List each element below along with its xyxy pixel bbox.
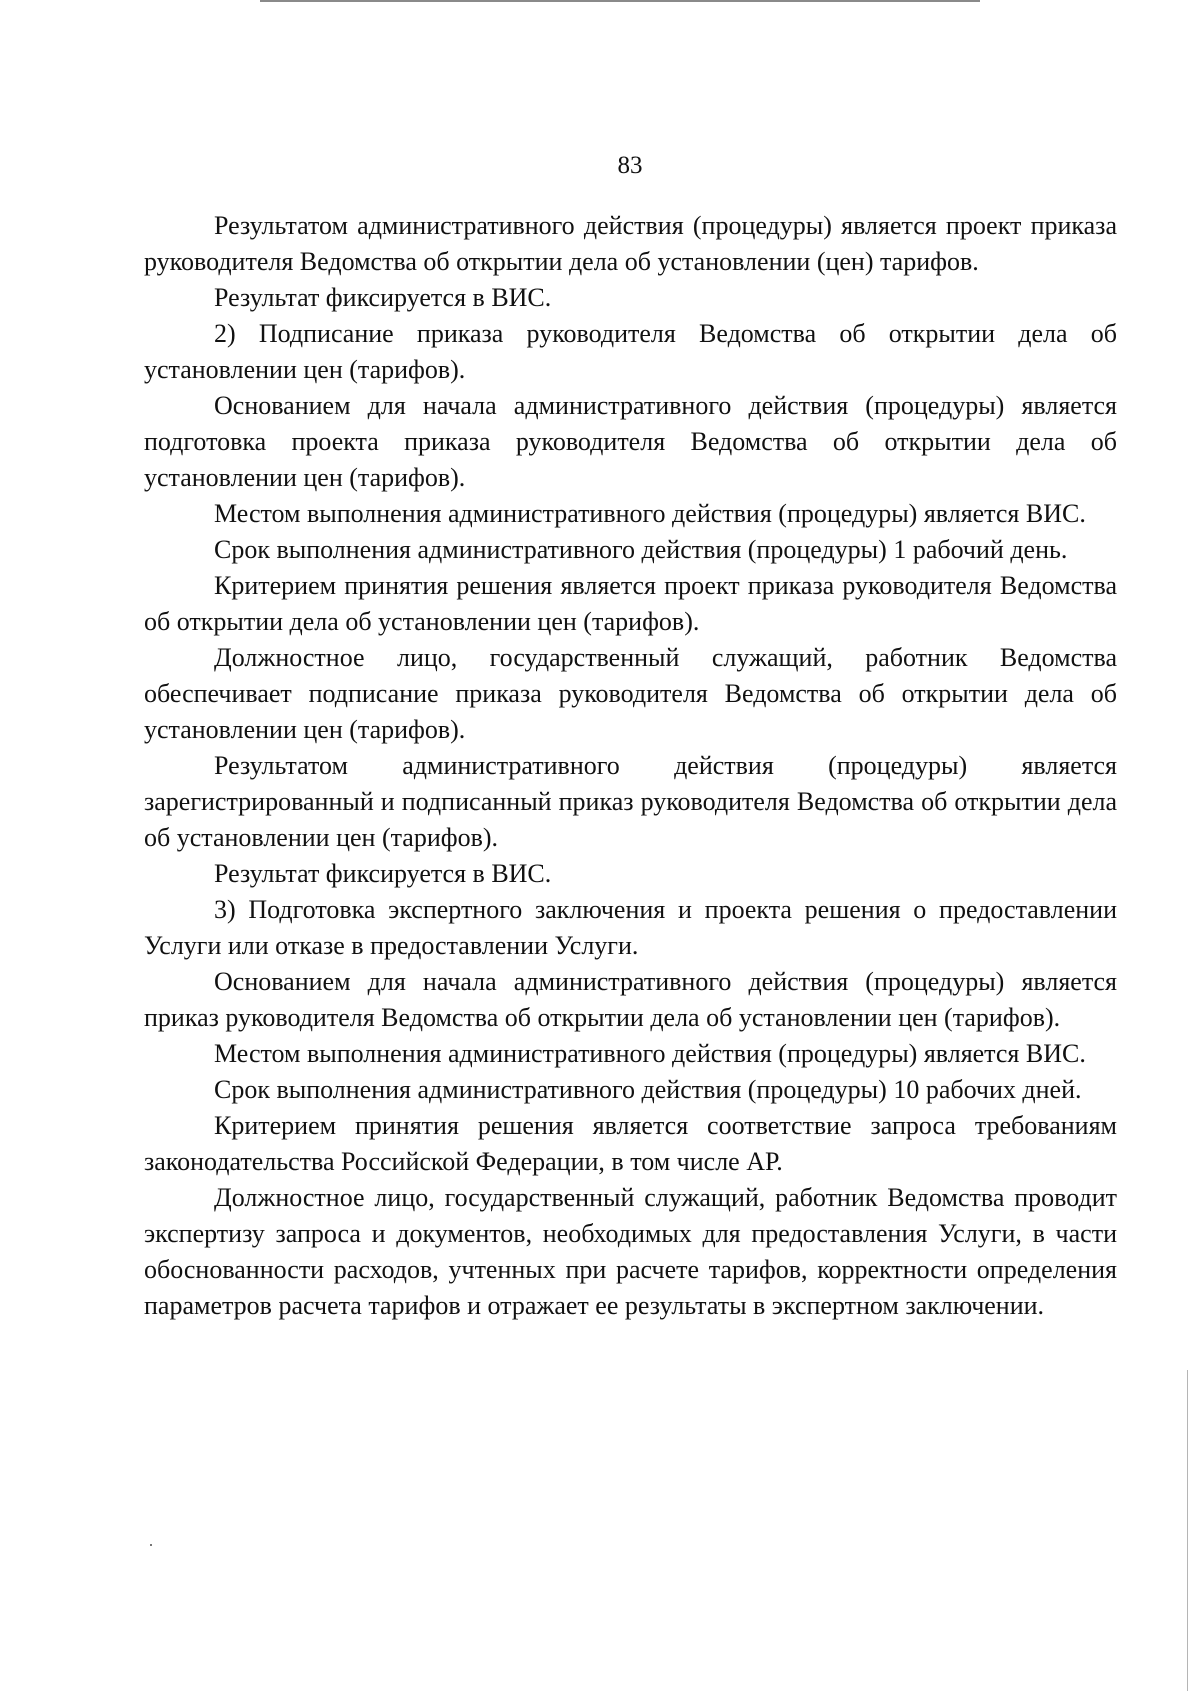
paragraph: Основанием для начала административного действия (процедуры) является приказ руководителя Ведомства об открытии дела об установлении цен (тарифов).: [144, 967, 1117, 1032]
paragraph: Должностное лицо, государственный служащий, работник Ведомства обеспечивает подписание приказа руководителя Ведомства об открытии дела об установлении цен (тарифов).: [144, 643, 1117, 744]
paragraph: Должностное лицо, государственный служащий, работник Ведомства проводит экспертизу запроса и документов, необходимых для предоставления Услуги, в части обоснованности расходов, учтенных при расчете тарифов, корректности определения параметров расчета тарифов и отражает ее результаты в экспертном заключении.: [144, 1183, 1117, 1320]
paragraph: 2) Подписание приказа руководителя Ведомства об открытии дела об установлении цен (тарифов).: [144, 319, 1117, 384]
page-number: 83: [617, 152, 643, 179]
paragraph: Результатом административного действия (процедуры) является проект приказа руководителя Ведомства об открытии дела об установлении (цен) тарифов.: [144, 211, 1117, 276]
paragraph: Местом выполнения административного действия (процедуры) является ВИС.: [214, 499, 1086, 528]
paragraph: Результатом административного действия (процедуры) является зарегистрированный и подписанный приказ руководителя Ведомства об открытии дела об установлении цен (тарифов).: [144, 751, 1117, 852]
paragraph: Местом выполнения административного действия (процедуры) является ВИС.: [214, 1039, 1086, 1068]
paragraph: 3) Подготовка экспертного заключения и проекта решения о предоставлении Услуги или отказе в предоставлении Услуги.: [144, 895, 1117, 960]
paragraph: Критерием принятия решения является соответствие запроса требованиям законодательства Российской Федерации, в том числе АР.: [144, 1111, 1117, 1176]
paragraph: Результат фиксируется в ВИС.: [214, 859, 552, 888]
paragraph: Критерием принятия решения является проект приказа руководителя Ведомства об открытии дела об установлении цен (тарифов).: [144, 571, 1117, 636]
scan-right-edge: [1187, 1370, 1188, 1691]
paragraph: Результат фиксируется в ВИС.: [214, 283, 552, 312]
paragraph: Основанием для начала административного действия (процедуры) является подготовка проекта приказа руководителя Ведомства об открытии дела об установлении цен (тарифов).: [144, 391, 1117, 492]
paragraph: Срок выполнения административного действия (процедуры) 1 рабочий день.: [214, 535, 1068, 564]
document-body: [144, 208, 1117, 1324]
scan-top-edge: [260, 0, 980, 2]
scan-speck: [150, 1544, 152, 1546]
paragraph: Срок выполнения административного действия (процедуры) 10 рабочих дней.: [214, 1075, 1082, 1104]
